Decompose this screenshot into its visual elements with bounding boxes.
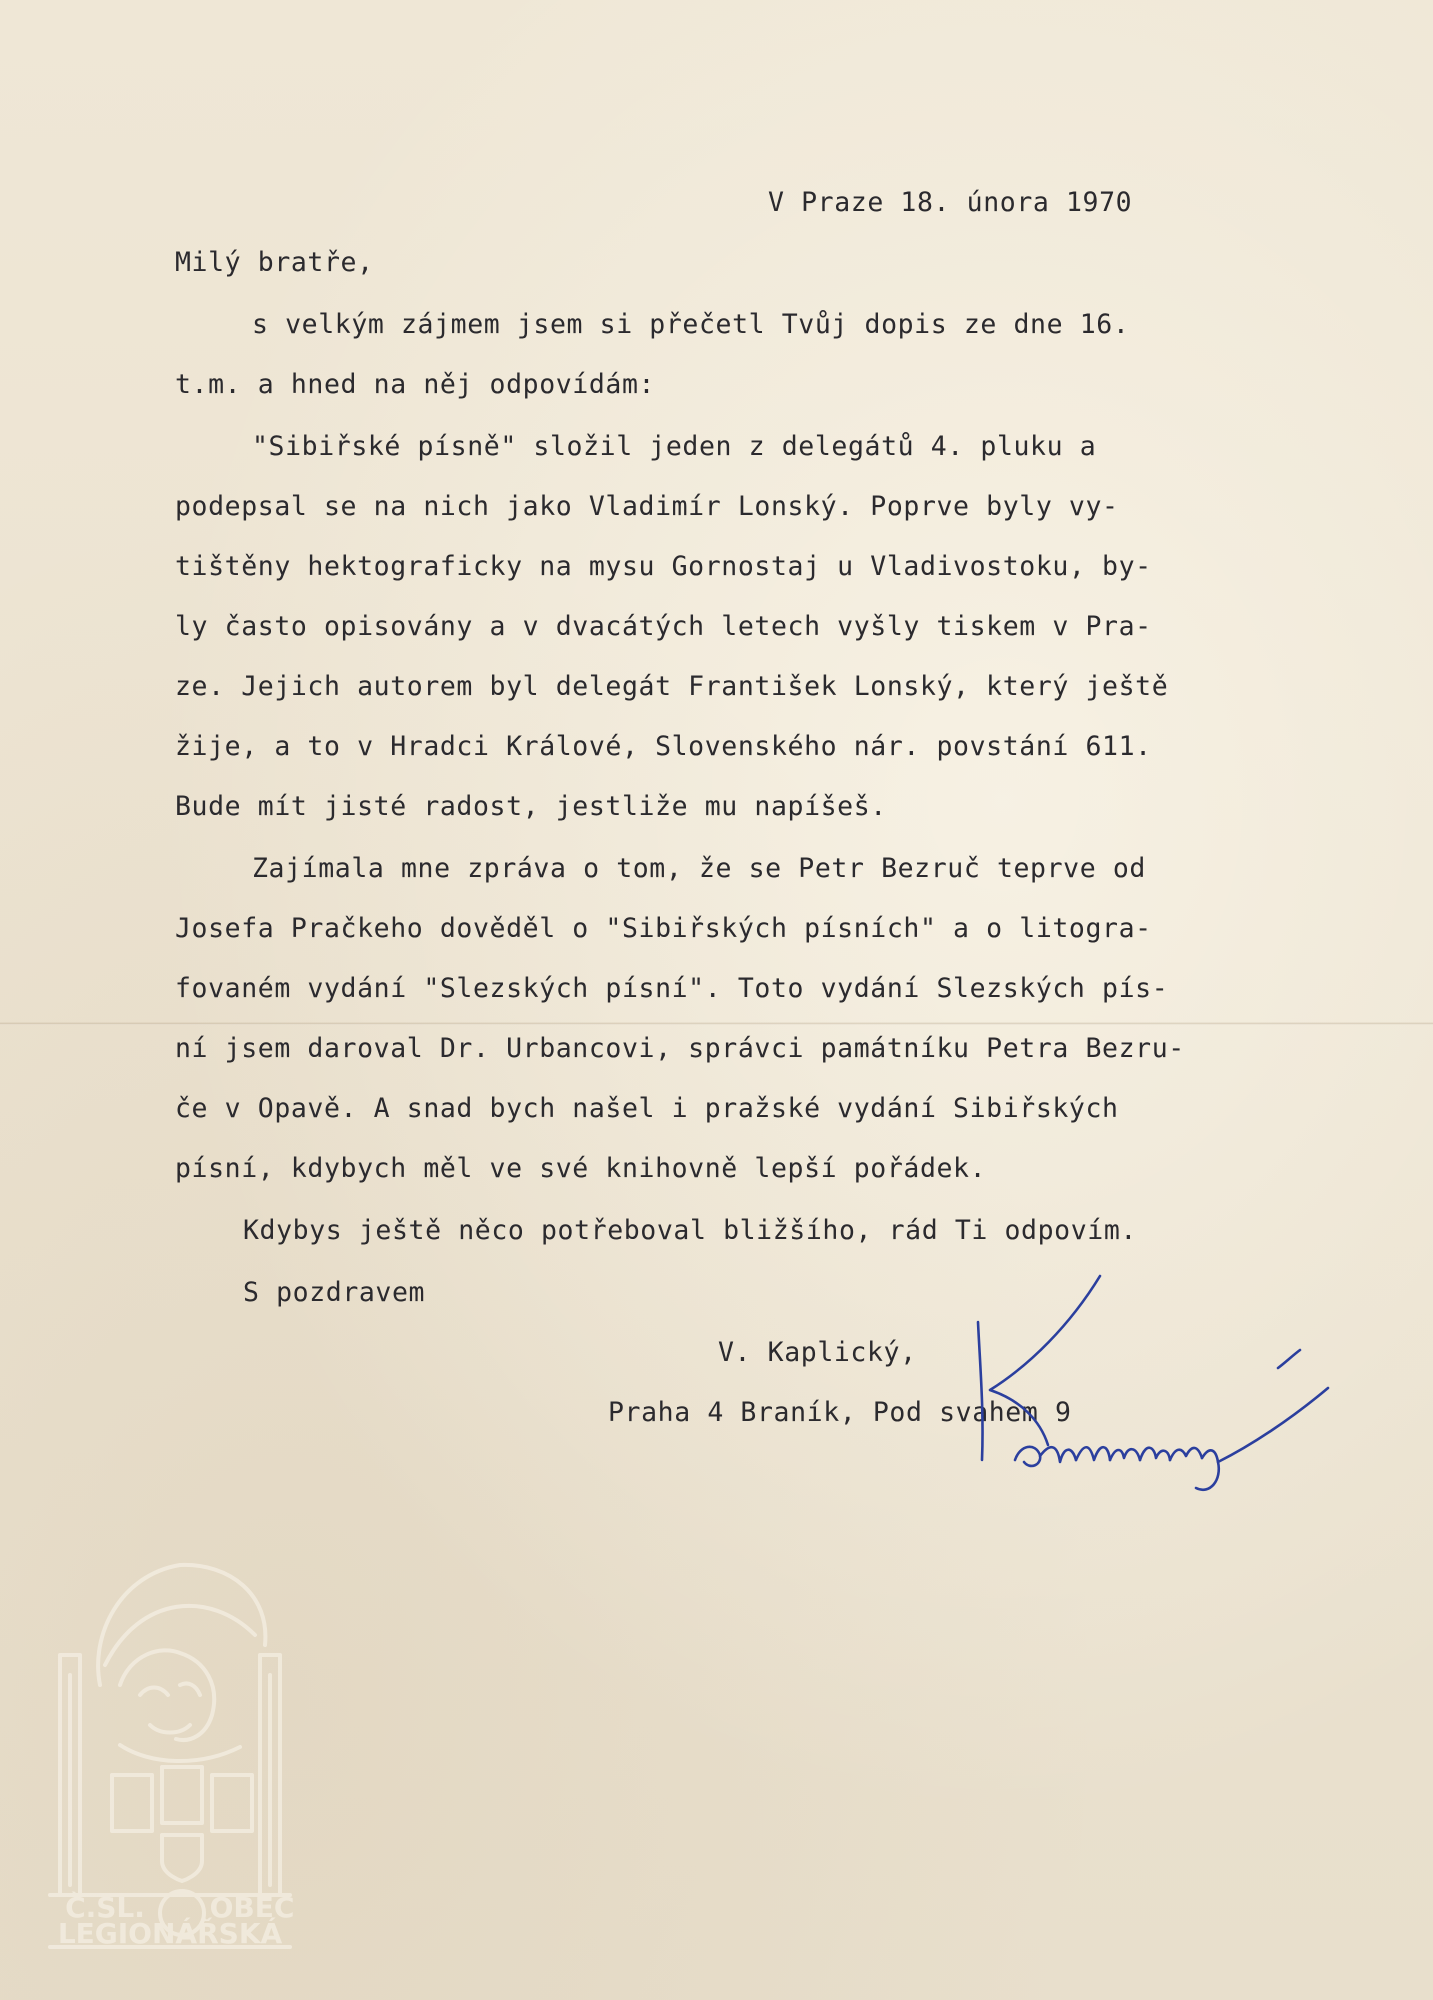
stamp-text-bottom: LEGIONÁŘSKÁ — [57, 1917, 283, 1950]
body-line: písní, kdybych měl ve své knihovně lepší pořádek. — [175, 1153, 987, 1184]
letter-date: V Praze 18. února 1970 — [768, 187, 1133, 218]
body-line: s velkým zájmem jsem si přečetl Tvůj dopis ze dne 16. — [252, 309, 1130, 340]
body-line: "Sibiřské písně" složil jeden z delegátů 4. pluku a — [252, 431, 1097, 462]
sender-address: Praha 4 Braník, Pod svahem 9 — [608, 1397, 1072, 1428]
body-line: Zajímala mne zpráva o tom, že se Petr Bezruč teprve od — [252, 853, 1146, 884]
body-line: ní jsem daroval Dr. Urbancovi, správci památníku Petra Bezru- — [175, 1033, 1185, 1064]
body-line: če v Opavě. A snad bych našel i pražské vydání Sibiřských — [175, 1093, 1119, 1124]
body-line: ze. Jejich autorem byl delegát František Lonský, který ještě — [175, 671, 1169, 702]
body-line: fovaném vydání "Slezských písní". Toto vydání Slezských pís- — [175, 973, 1169, 1004]
body-line: Bude mít jisté radost, jestliže mu napíšeš. — [175, 791, 887, 822]
body-line: žije, a to v Hradci Králové, Slovenského nár. povstání 611. — [175, 731, 1152, 762]
stamp-text-right: OBEC — [209, 1891, 295, 1924]
body-line: podepsal se na nich jako Vladimír Lonský. Poprve byly vy- — [175, 491, 1119, 522]
legion-emboss-stamp — [30, 1535, 310, 1955]
body-line: tištěny hektograficky na mysu Gornostaj u Vladivostoku, by- — [175, 551, 1152, 582]
letter-closing: S pozdravem — [243, 1277, 426, 1308]
handwritten-signature — [960, 1270, 1340, 1510]
sender-name: V. Kaplický, — [718, 1337, 917, 1368]
body-line: Josefa Pračkeho dověděl o "Sibiřských písních" a o litogra- — [175, 913, 1152, 944]
stamp-text-left: Č.SL. — [65, 1891, 145, 1924]
body-line: ly často opisovány a v dvacátých letech vyšly tiskem v Pra- — [175, 611, 1152, 642]
body-line: t.m. a hned na něj odpovídám: — [175, 369, 656, 400]
letter-salutation: Milý bratře, — [175, 247, 374, 278]
body-line: Kdybys ještě něco potřeboval bližšího, rád Ti odpovím. — [243, 1215, 1137, 1246]
